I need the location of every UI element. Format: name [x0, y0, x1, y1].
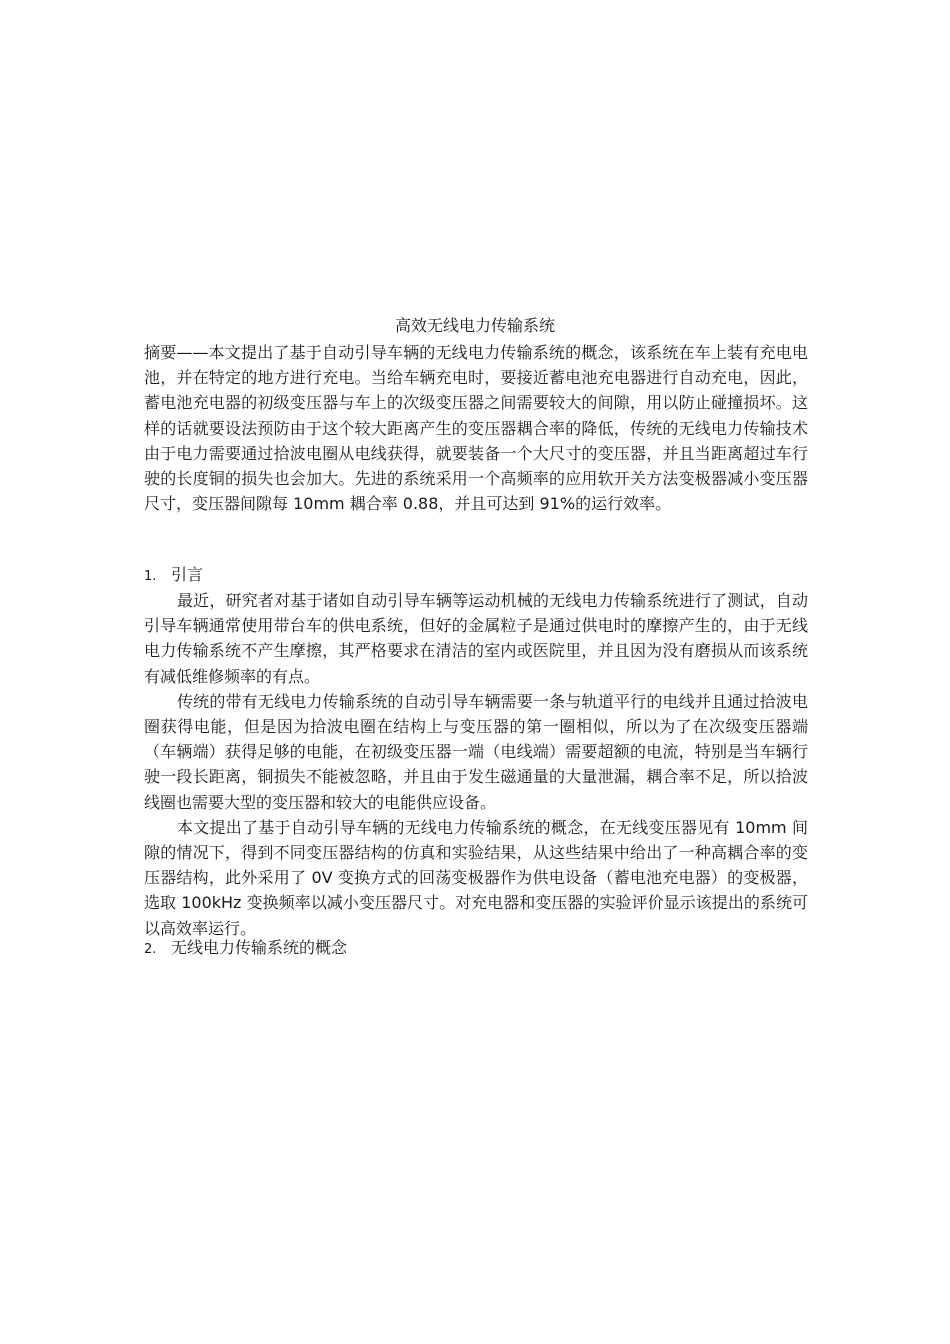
abstract-paragraph: 摘要——本文提出了基于自动引导车辆的无线电力传输系统的概念，该系统在车上装有充电电池，并在特定的地方进行充电。当给车辆充电时，要接近蓄电池充电器进行自动充电，因此，蓄电池充电器的初级变压器与车上的次级变压器之间需要较大的间隙，用以防止碰撞损坏。这样的话就要设法预防由于这个较大距离产生的变压器耦合率的降低，传统的无线电力传输技术由于电力需要通过拾波电圈从电线获得，就要装备一个大尺寸的变压器，并且当距离超过车行驶的长度铜的损失也会加大。先进的系统采用一个高频率的应用软开关方法变极器减小变压器尺寸，变压器间隙每 10mm 耦合率 0.88，并且可达到 91%的运行效率。	[144, 343, 808, 514]
section-heading-concept	[144, 936, 347, 962]
section-number: 1.	[144, 569, 157, 584]
body-paragraph: 最近，研究者对基于诸如自动引导车辆等运动机械的无线电力传输系统进行了测试，自动引导车辆通常使用带台车的供电系统，但好的金属粒子是通过供电时的摩擦产生的，由于无线电力传输系统不产生摩擦，其严格要求在清洁的室内或医院里，并且因为没有磨损从而该系统有减低维修频率的有点。	[144, 591, 808, 686]
section-number: 2.	[144, 942, 157, 957]
body-paragraph: 传统的带有无线电力传输系统的自动引导车辆需要一条与轨道平行的电线并且通过拾波电圈获得电能，但是因为拾波电圈在结构上与变压器的第一圈相似，所以为了在次级变压器端（车辆端）获得足够的电能，在初级变压器一端（电线端）需要超额的电流，特别是当车辆行驶一段长距离，铜损失不能被忽略，并且由于发生磁通量的大量泄漏，耦合率不足，所以拾波线圈也需要大型的变压器和较大的电能供应设备。	[144, 691, 808, 812]
document-title: 高效无线电力传输系统	[394, 316, 555, 335]
section-body-introduction	[144, 588, 808, 941]
body-paragraph: 本文提出了基于自动引导车辆的无线电力传输系统的概念，在无线变压器见有 10mm 间隙的情况下，得到不同变压器结构的仿真和实验结果，从这些结果中给出了一种高耦合率的变压器结构，此外采用了 0V 变换方式的回荡变极器作为供电设备（蓄电池充电器）的变极器，选取 100kHz 变换频率以减小变压器尺寸。对充电器和变压器的实验评价显示该提出的系统可以高效率运行。	[144, 817, 808, 938]
section-title: 引言	[171, 565, 204, 584]
section-heading-introduction	[144, 563, 203, 589]
section-title: 无线电力传输系统的概念	[171, 938, 348, 957]
